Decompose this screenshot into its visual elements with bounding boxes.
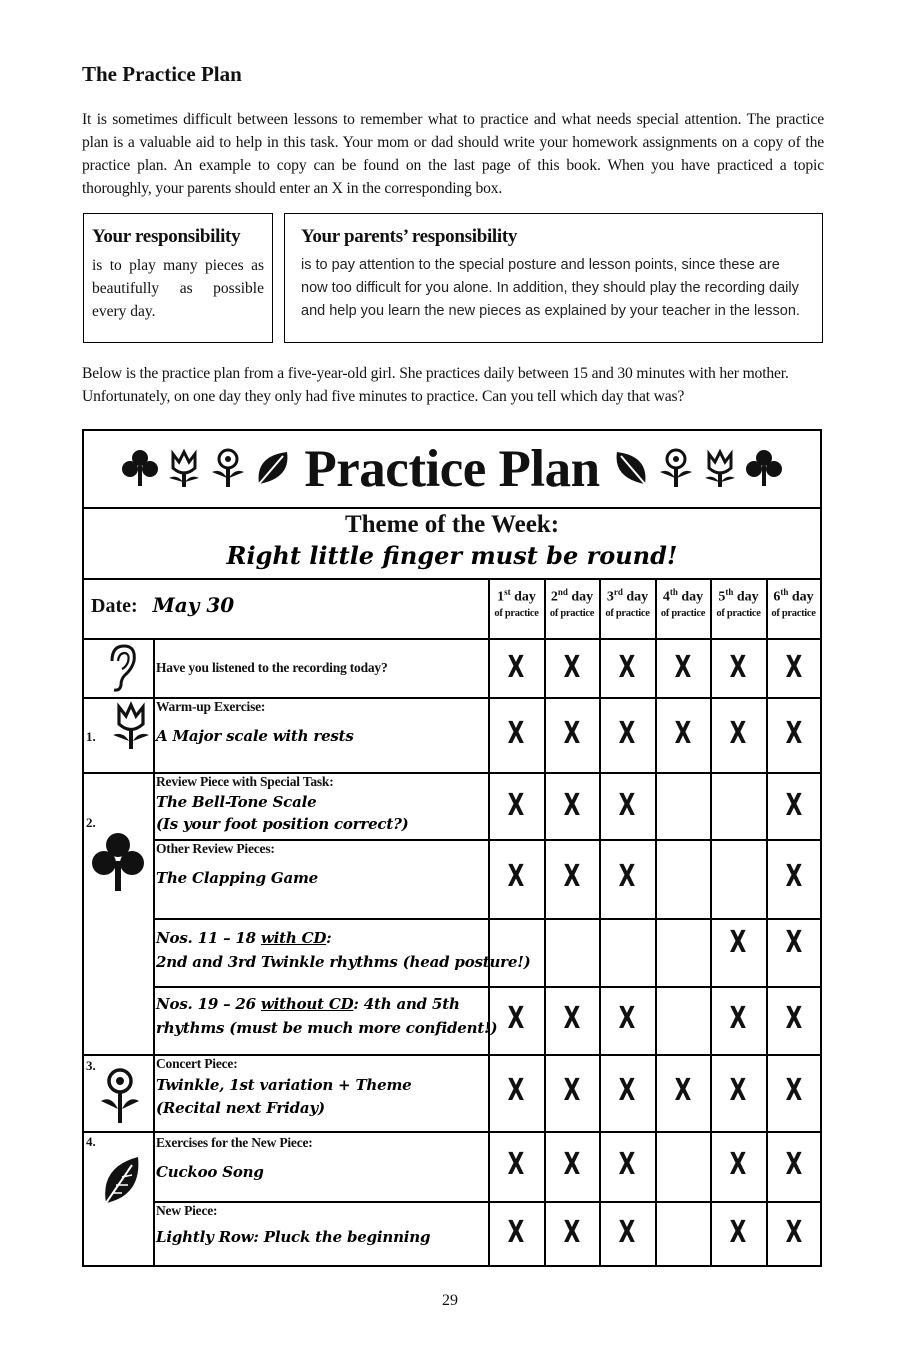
practice-mark-other-day-6: X — [785, 859, 803, 894]
practice-mark-other-day-1: X — [507, 859, 525, 894]
cd-pieces-value: 2nd and 3rd Twinkle rhythms (head posture!) — [156, 953, 531, 971]
day-ordinal: 1 — [497, 589, 505, 605]
responsibility-heading: Your responsibility — [92, 226, 241, 247]
day-header-2 — [545, 583, 599, 620]
concert-value-note: (Recital next Friday) — [156, 1099, 325, 1117]
practice-mark-other-day-2: X — [563, 859, 581, 894]
nocd-title-part: Nos. 19 – 26 — [156, 995, 261, 1013]
cd-title-part: : — [326, 929, 332, 947]
practice-mark-review-day-1: X — [507, 788, 525, 823]
new-exercises-label: Exercises for the New Piece: — [156, 1135, 313, 1150]
date-value: May 30 — [152, 593, 235, 617]
day-word: day — [626, 589, 649, 605]
practice-mark-listen-day-1: X — [507, 650, 525, 685]
listen-label: Have you listened to the recording today? — [156, 660, 388, 675]
grid-line — [153, 986, 820, 988]
day-ordinal: 6 — [773, 589, 781, 605]
practice-mark-newex-day-6: X — [785, 1147, 803, 1182]
practice-mark-nocd-day-1: X — [507, 1001, 525, 1036]
practice-mark-newpiece-day-6: X — [785, 1215, 803, 1250]
practice-mark-newex-day-3: X — [618, 1147, 636, 1182]
day-word: day — [791, 589, 814, 605]
tulip-icon — [701, 448, 739, 488]
grid-line — [153, 918, 820, 920]
cd-title-underlined: with CD — [260, 929, 327, 947]
day-subtitle: of practice — [771, 607, 816, 619]
responsibility-text: is to play many pieces as beautifully as possible every day. — [92, 257, 264, 320]
day-ordinal-suffix: rd — [613, 587, 623, 597]
day-ordinal: 2 — [550, 589, 558, 605]
practice-plan-sheet — [82, 429, 822, 1267]
day-subtitle: of practice — [605, 607, 650, 619]
practice-mark-nocd-day-5: X — [729, 1001, 747, 1036]
tulip-icon — [165, 448, 203, 488]
task-number: 1. — [86, 729, 96, 744]
theme-label: Theme of the Week: — [344, 511, 560, 538]
practice-mark-concert-day-6: X — [785, 1073, 803, 1108]
practice-mark-newpiece-day-5: X — [729, 1215, 747, 1250]
day-header-6 — [767, 583, 820, 620]
day-word: day — [514, 589, 536, 605]
page-title: The Practice Plan — [82, 62, 242, 86]
nocd-title-underlined: without CD — [260, 995, 354, 1013]
practice-mark-warmup-day-2: X — [563, 716, 581, 751]
day-ordinal-suffix: th — [669, 587, 678, 597]
intro-paragraph: It is sometimes difficult between lessons to remember what to practice and what needs special attention. The practice plan is a valuable aid to help in this task. Your mom or dad should write your homework assignments on a copy of the practice plan. An example to copy can be found on the last page of this book. When you have practiced a topic thoroughly, your parents should enter an X in the corresponding box. — [82, 111, 824, 197]
practice-mark-review-day-3: X — [618, 788, 636, 823]
practice-mark-listen-day-6: X — [785, 650, 803, 685]
practice-mark-newpiece-day-2: X — [563, 1215, 581, 1250]
practice-mark-nocd-day-6: X — [785, 1001, 803, 1036]
day-header-4 — [656, 583, 710, 620]
day-subtitle: of practice — [494, 607, 539, 619]
day-ordinal: 4 — [662, 589, 670, 605]
nocd-pieces-title — [156, 995, 460, 1013]
grid-line — [153, 638, 155, 1265]
parents-responsibility-box — [284, 213, 823, 343]
practice-mark-nocd-day-2: X — [563, 1001, 581, 1036]
nocd-pieces-value: rhythms (must be much more confident!) — [156, 1019, 498, 1037]
grid-line — [84, 507, 820, 509]
grid-line — [655, 578, 657, 1265]
day-ordinal-suffix: th — [780, 587, 789, 597]
practice-mark-review-day-2: X — [563, 788, 581, 823]
leaf-icon — [613, 448, 651, 488]
practice-mark-concert-day-1: X — [507, 1073, 525, 1108]
nocd-title-part: : 4th and 5th — [353, 995, 460, 1013]
day-subtitle: of practice — [549, 607, 595, 619]
practice-mark-listen-day-5: X — [729, 650, 747, 685]
grid-line — [488, 578, 490, 1265]
plan-title: Practice Plan — [304, 440, 600, 498]
rose-icon — [209, 448, 247, 488]
clover-icon — [90, 831, 146, 893]
responsibility-box — [83, 213, 273, 343]
page-number: 29 — [442, 1292, 458, 1309]
practice-mark-review-day-6: X — [785, 788, 803, 823]
review-value: The Bell-Tone Scale — [156, 793, 317, 811]
grid-line — [599, 578, 601, 1265]
practice-mark-newex-day-5: X — [729, 1147, 747, 1182]
date-field — [91, 593, 234, 618]
clover-icon — [745, 448, 783, 488]
grid-line — [766, 578, 768, 1265]
day-header-5 — [711, 583, 766, 620]
day-word: day — [571, 589, 594, 605]
new-exercises-value: Cuckoo Song — [156, 1163, 264, 1181]
day-ordinal: 3 — [606, 589, 614, 605]
practice-mark-newpiece-day-3: X — [618, 1215, 636, 1250]
rose-icon — [657, 448, 695, 488]
task-number: 4. — [86, 1134, 96, 1149]
practice-mark-newex-day-2: X — [563, 1147, 581, 1182]
day-header-3 — [600, 583, 655, 620]
other-review-value: The Clapping Game — [156, 869, 319, 887]
example-paragraph: Below is the practice plan from a five-year-old girl. She practices daily between 15 and 30 minutes with her mother. Unfortunately, on one day they only had five minutes to practice. Can you tell which day that was? — [82, 365, 789, 405]
practice-mark-other-day-3: X — [618, 859, 636, 894]
practice-mark-warmup-day-1: X — [507, 716, 525, 751]
warmup-value: A Major scale with rests — [156, 727, 354, 745]
day-ordinal-suffix: st — [504, 587, 511, 597]
day-header-1 — [489, 583, 544, 620]
title-decoration-right — [612, 448, 784, 493]
practice-mark-concert-day-5: X — [729, 1073, 747, 1108]
practice-mark-concert-day-3: X — [618, 1073, 636, 1108]
grid-line — [153, 1201, 820, 1203]
day-ordinal: 5 — [718, 589, 726, 605]
rose-icon — [98, 1067, 142, 1125]
leaf-icon — [98, 1153, 142, 1209]
review-value-note: (Is your foot position correct?) — [156, 815, 409, 833]
day-subtitle: of practice — [660, 607, 706, 619]
warmup-label: Warm-up Exercise: — [156, 699, 266, 714]
theme-value: Right little finger must be round! — [226, 541, 678, 570]
practice-mark-newex-day-1: X — [507, 1147, 525, 1182]
concert-label: Concert Piece: — [156, 1056, 238, 1071]
task-number: 3. — [86, 1058, 96, 1073]
plan-title-row — [84, 431, 820, 507]
new-piece-label: New Piece: — [156, 1203, 218, 1218]
date-label: Date: — [91, 595, 138, 617]
grid-line — [544, 578, 546, 1265]
other-review-label: Other Review Pieces: — [156, 841, 275, 856]
ear-icon — [104, 643, 138, 693]
practice-mark-concert-day-2: X — [563, 1073, 581, 1108]
review-label: Review Piece with Special Task: — [156, 774, 334, 789]
day-subtitle: of practice — [716, 607, 761, 619]
practice-mark-listen-day-4: X — [674, 650, 692, 685]
cd-pieces-title — [156, 929, 331, 947]
tulip-icon — [110, 701, 152, 751]
title-decoration-left — [120, 448, 292, 493]
task-number: 2. — [86, 815, 96, 830]
practice-mark-nocd-day-3: X — [618, 1001, 636, 1036]
new-piece-value: Lightly Row: Pluck the beginning — [156, 1228, 431, 1246]
concert-value: Twinkle, 1st variation + Theme — [156, 1076, 412, 1094]
practice-mark-warmup-day-5: X — [729, 716, 747, 751]
practice-mark-warmup-day-6: X — [785, 716, 803, 751]
day-ordinal-suffix: th — [725, 587, 734, 597]
practice-mark-warmup-day-4: X — [674, 716, 692, 751]
leaf-icon — [253, 448, 291, 488]
practice-mark-concert-day-4: X — [674, 1073, 692, 1108]
practice-mark-newpiece-day-1: X — [507, 1215, 525, 1250]
day-word: day — [681, 589, 704, 605]
grid-line — [710, 578, 712, 1265]
practice-mark-listen-day-3: X — [618, 650, 636, 685]
clover-icon — [121, 448, 159, 488]
cd-title-part: Nos. 11 – 18 — [156, 929, 261, 947]
practice-mark-warmup-day-3: X — [618, 716, 636, 751]
practice-mark-listen-day-2: X — [563, 650, 581, 685]
practice-mark-cd-day-6: X — [785, 925, 803, 960]
practice-mark-cd-day-5: X — [729, 925, 747, 960]
parents-responsibility-heading: Your parents’ responsibility — [301, 226, 518, 247]
day-word: day — [736, 589, 759, 605]
day-ordinal-suffix: nd — [557, 587, 568, 597]
parents-responsibility-text: is to pay attention to the special posture and lesson points, since these are now too difficult for you alone. In addition, they should play the recording daily and help you learn the new pieces as explained by your teacher in the lesson. — [301, 257, 800, 319]
